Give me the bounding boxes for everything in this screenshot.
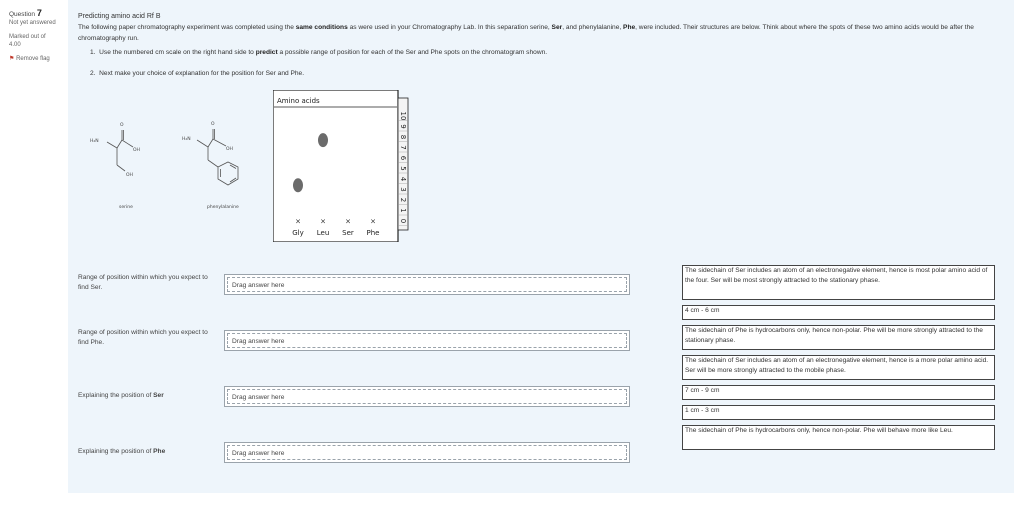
cm-scale-label: 10	[399, 111, 407, 121]
phenylalanine-acid-oh-label: OH	[226, 147, 233, 152]
cm-scale-label: 4	[399, 176, 407, 182]
serine-amine-label: H₂N	[90, 139, 99, 144]
amino-acid-structures	[78, 110, 258, 215]
cm-scale-label: 6	[399, 155, 407, 161]
phenylalanine-name-label: phenylalanine	[207, 205, 239, 210]
serine-side-oh-label: OH	[126, 173, 133, 178]
drop-label-phe-explain: Explaining the position of Phe	[78, 448, 166, 455]
cm-scale-label: 9	[399, 124, 407, 129]
question-intro: The following paper chromatography experiment was completed using the same conditions as were used in your Chromatography Lab. In this separation serine, Ser, and phenylalanine, Phe, were included. Their structures are below. Think about where the spots of these two amino acids would be after the chromatography run.	[78, 24, 974, 42]
flag-icon: ⚑	[9, 56, 15, 62]
chromatogram-paper	[273, 90, 398, 242]
drop-label-phe-range: Range of position within which you expect to find Phe.	[78, 329, 208, 346]
question-content	[68, 0, 1014, 493]
drop-zone-ser-range[interactable]: Drag answer here	[224, 274, 630, 295]
drop-label-ser-explain: Explaining the position of Ser	[78, 392, 164, 399]
drop-zone-phe-range[interactable]: Drag answer here	[224, 330, 630, 351]
lane-label: Gly	[292, 229, 304, 237]
lane-label: Phe	[366, 229, 380, 237]
baseline-cross: ×	[345, 217, 351, 226]
instruction-item: 2. Next make your choice of explanation for the position for Ser and Phe.	[90, 70, 305, 77]
lane-label: Ser	[342, 229, 354, 237]
question-status: Not yet answered	[9, 20, 56, 26]
chromatogram	[273, 90, 409, 242]
cm-scale-label: 8	[399, 134, 407, 140]
question-info	[9, 9, 57, 63]
answer-option[interactable]: 7 cm - 9 cm	[682, 385, 995, 400]
drop-zone-ser-explain[interactable]: Drag answer here	[224, 386, 630, 407]
phenylalanine-oxygen-label: O	[211, 122, 215, 127]
baseline-cross: ×	[295, 217, 301, 226]
question-marks: Marked out of 4.00	[9, 34, 46, 48]
chromatogram-spot	[318, 133, 328, 147]
baseline-cross: ×	[370, 217, 376, 226]
chromatogram-title: Amino acids	[277, 97, 320, 105]
question-number: Question 7	[9, 8, 42, 18]
cm-scale-label: 3	[399, 187, 407, 192]
lane-label: Leu	[316, 229, 330, 237]
baseline-cross: ×	[320, 217, 326, 226]
cm-scale-label: 5	[399, 166, 407, 171]
chromatogram-spot	[293, 178, 303, 192]
instruction-item: 1. Use the numbered cm scale on the right hand side to predict a possible range of position for each of the Ser and Phe spots on the chromatogram shown.	[90, 49, 548, 56]
cm-scale-label: 2	[399, 197, 407, 203]
cm-scale-label: 0	[399, 218, 407, 224]
answer-option[interactable]: The sidechain of Ser includes an atom of an electronegative element, hence is a more polar amino acid. Ser will be more strongly attracted to the mobile phase.	[682, 355, 995, 380]
flag-button[interactable]: ⚑ Remove flag	[9, 56, 50, 62]
instruction-list	[90, 47, 547, 89]
answer-option[interactable]: The sidechain of Ser includes an atom of an electronegative element, hence is most polar amino acid of the four. Ser will be most strongly attracted to the stationary phase.	[682, 265, 995, 300]
cm-scale-label: 1	[399, 208, 407, 213]
answer-option[interactable]: The sidechain of Phe is hydrocarbons only, hence non-polar. Phe will be more strongly attracted to the stationary phase.	[682, 325, 995, 350]
drop-zone-phe-explain[interactable]: Drag answer here	[224, 442, 630, 463]
serine-oxygen-label: O	[120, 123, 124, 128]
answer-options	[682, 265, 995, 450]
answer-option[interactable]: 1 cm - 3 cm	[682, 405, 995, 420]
drop-label-ser-range: Range of position within which you expect to find Ser.	[78, 274, 208, 291]
answer-option[interactable]: The sidechain of Phe is hydrocarbons only, hence non-polar. Phe will behave more like Leu.	[682, 425, 995, 450]
answer-option[interactable]: 4 cm - 6 cm	[682, 305, 995, 320]
serine-acid-oh-label: OH	[133, 148, 140, 153]
question-title: Predicting amino acid Rf B	[78, 13, 161, 20]
cm-scale-label: 7	[399, 145, 407, 150]
phenylalanine-amine-label: H₂N	[182, 137, 191, 142]
serine-name-label: serine	[119, 205, 133, 210]
